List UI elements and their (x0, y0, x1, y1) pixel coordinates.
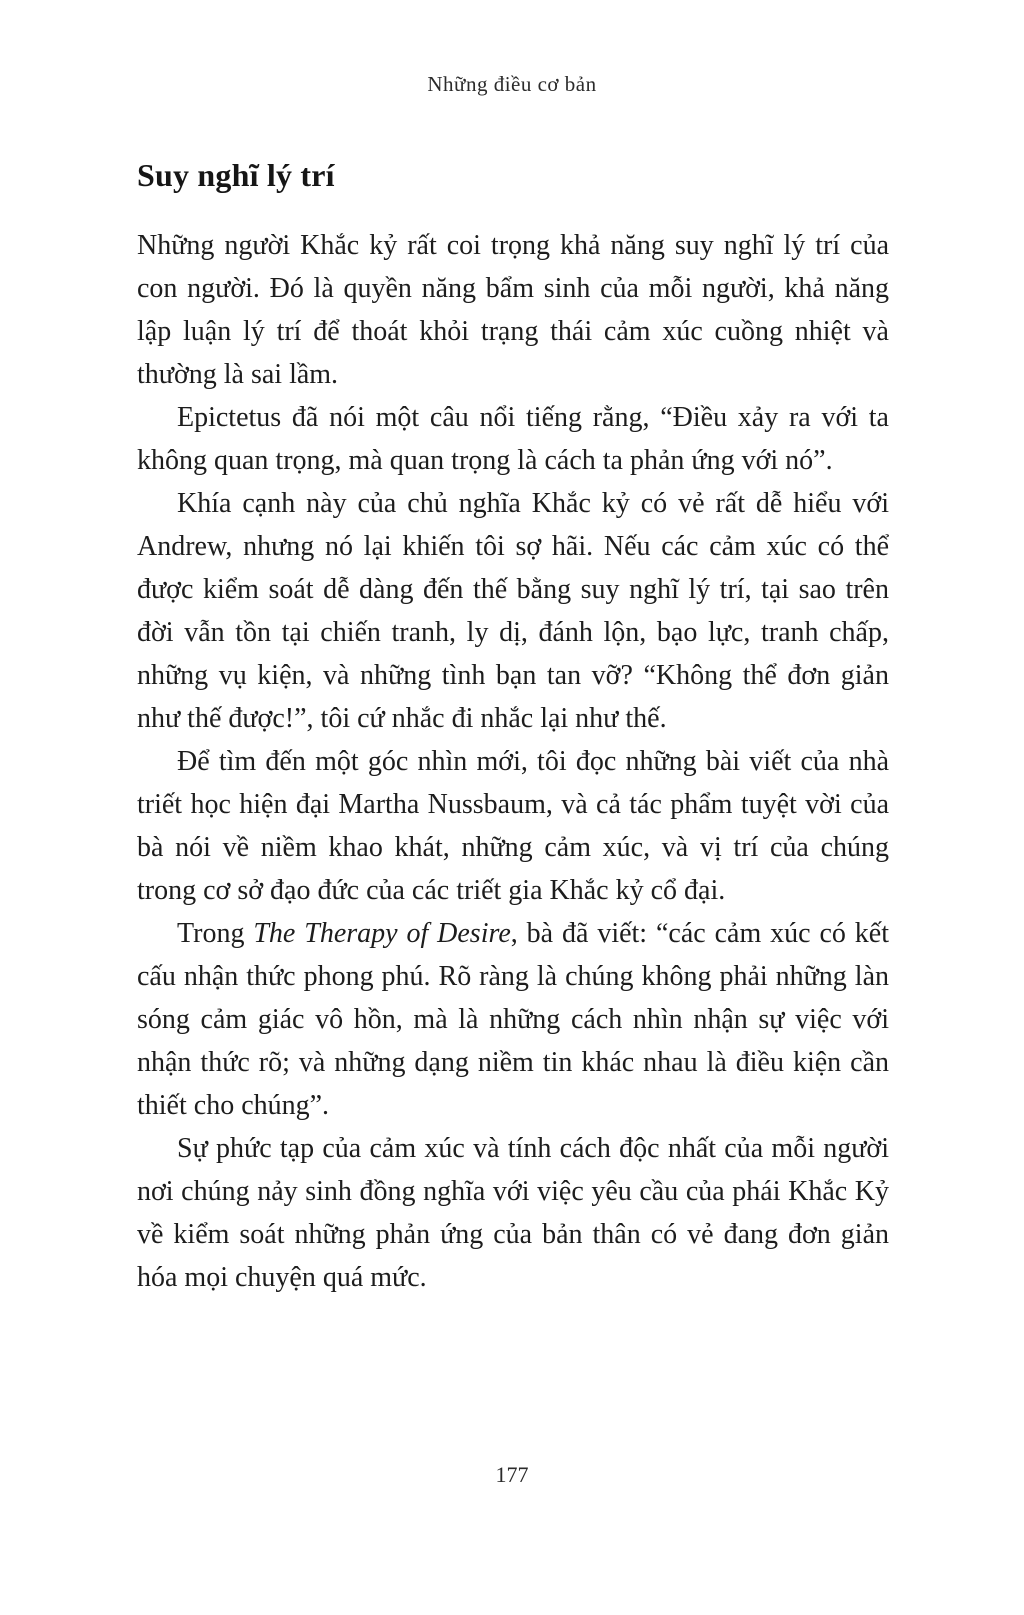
paragraph: Trong The Therapy of Desire, bà đã viết: “các cảm xúc có kết cấu nhận thức phong phú. Rõ ràng là chúng không phải những làn sóng cảm giác vô hồn, mà là những cách nhìn nhận sự việc với nhận thức rõ; và những dạng niềm tin khác nhau là điều kiện cần thiết cho chúng”. (137, 918, 889, 1121)
section-title: Suy nghĩ lý trí (137, 157, 335, 193)
paragraph: Sự phức tạp của cảm xúc và tính cách độc nhất của mỗi người nơi chúng nảy sinh đồng nghĩa với việc yêu cầu của phái Khắc Kỷ về kiểm soát những phản ứng của bản thân có vẻ đang đơn giản hóa mọi chuyện quá mức. (137, 1133, 889, 1293)
page-number: 177 (495, 1462, 529, 1487)
paragraph: Epictetus đã nói một câu nổi tiếng rằng, “Điều xảy ra với ta không quan trọng, mà quan trọng là cách ta phản ứng với nó”. (137, 402, 889, 476)
paragraph: Để tìm đến một góc nhìn mới, tôi đọc những bài viết của nhà triết học hiện đại Martha Nussbaum, và cả tác phẩm tuyệt vời của bà nói về niềm khao khát, những cảm xúc, và vị trí của chúng trong cơ sở đạo đức của các triết gia Khắc kỷ cổ đại. (137, 746, 889, 906)
running-header: Những điều cơ bản (427, 72, 597, 96)
paragraph: Những người Khắc kỷ rất coi trọng khả năng suy nghĩ lý trí của con người. Đó là quyền năng bẩm sinh của mỗi người, khả năng lập luận lý trí để thoát khỏi trạng thái cảm xúc cuồng nhiệt và thường là sai lầm. (137, 230, 889, 390)
paragraph: Khía cạnh này của chủ nghĩa Khắc kỷ có vẻ rất dễ hiểu với Andrew, nhưng nó lại khiến tôi sợ hãi. Nếu các cảm xúc có thể được kiểm soát dễ dàng đến thế bằng suy nghĩ lý trí, tại sao trên đời vẫn tồn tại chiến tranh, ly dị, đánh lộn, bạo lực, tranh chấp, những vụ kiện, và những tình bạn tan vỡ? “Không thể đơn giản như thế được!”, tôi cứ nhắc đi nhắc lại như thế. (137, 488, 889, 734)
body-text (137, 224, 889, 1299)
